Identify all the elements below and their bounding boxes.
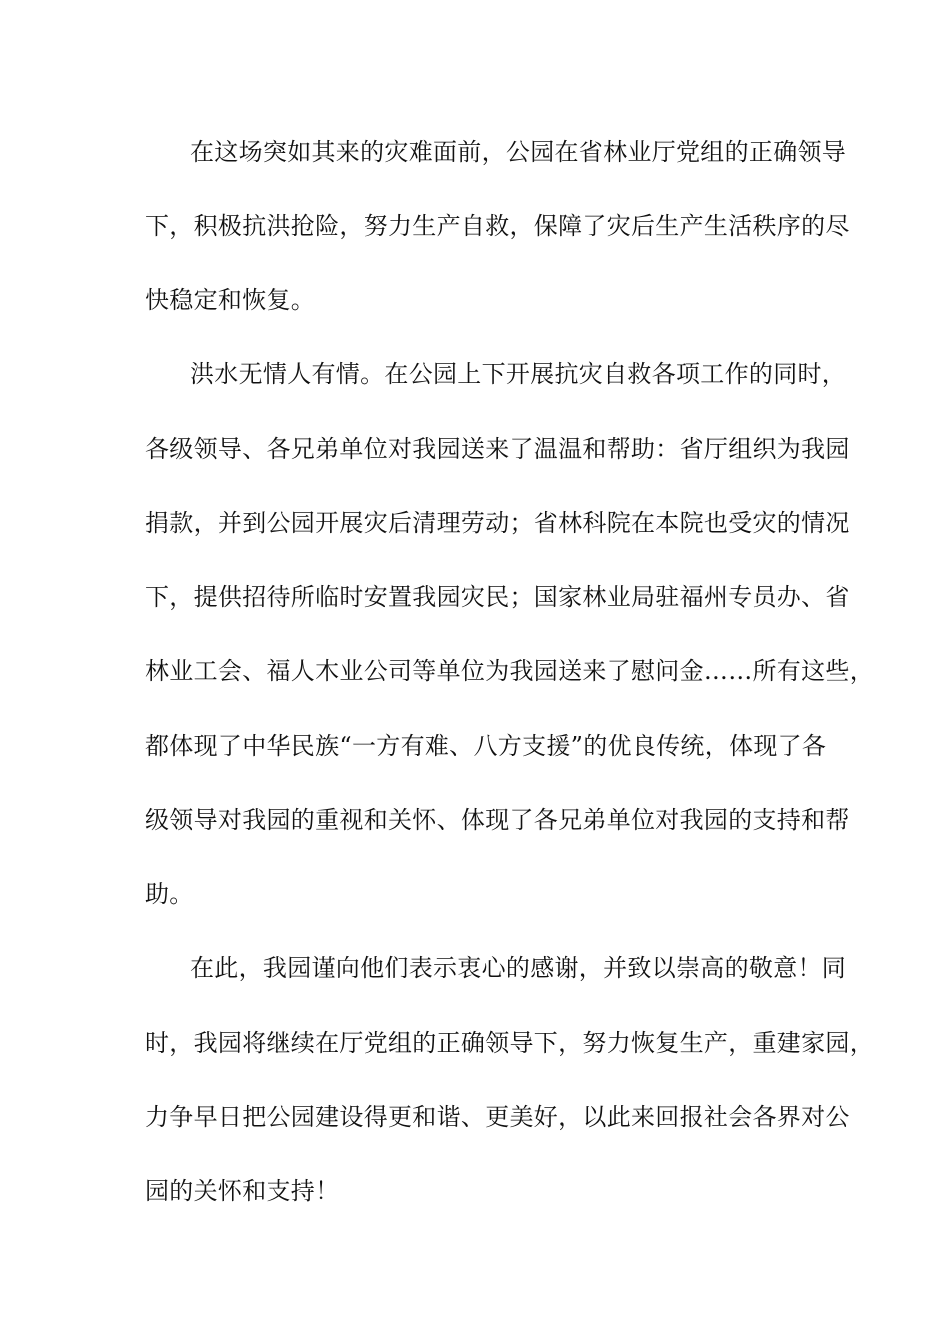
paragraph-2-line-7: 级领导对我园的重视和关怀、体现了各兄弟单位对我园的支持和帮 — [145, 806, 850, 834]
paragraph-2-line-6: 都体现了中华民族“一方有难、八方支援”的优良传统，体现了各 — [145, 732, 827, 760]
paragraph-3-line-3: 力争早日把公园建设得更和谐、更美好，以此来回报社会各界对公 — [145, 1103, 850, 1131]
paragraph-2-line-1: 洪水无情人有情。在公园上下开展抗灾自救各项工作的同时， — [190, 360, 847, 388]
paragraph-2-line-5: 林业工会、福人木业公司等单位为我园送来了慰问金……所有这些， — [145, 657, 874, 685]
paragraph-2-line-3: 捐款，并到公园开展灾后清理劳动；省林科院在本院也受灾的情况 — [145, 509, 850, 537]
paragraph-2-line-2: 各级领导、各兄弟单位对我园送来了温温和帮助：省厅组织为我园 — [145, 435, 850, 463]
paragraph-3-line-1: 在此，我园谨向他们表示衷心的感谢，并致以崇高的敬意！同 — [190, 954, 847, 982]
paragraph-1-line-2: 下，积极抗洪抢险，努力生产自救，保障了灾后生产生活秩序的尽 — [145, 212, 850, 240]
paragraph-1-line-1: 在这场突如其来的灾难面前，公园在省林业厅党组的正确领导 — [190, 138, 847, 166]
paragraph-3-line-2: 时，我园将继续在厅党组的正确领导下，努力恢复生产，重建家园， — [145, 1029, 874, 1057]
paragraph-1-line-3: 快稳定和恢复。 — [145, 286, 316, 314]
paragraph-3-line-4: 园的关怀和支持！ — [145, 1177, 340, 1205]
paragraph-2-line-4: 下，提供招待所临时安置我园灾民；国家林业局驻福州专员办、省 — [145, 583, 850, 611]
paragraph-2-line-8: 助。 — [145, 880, 194, 908]
